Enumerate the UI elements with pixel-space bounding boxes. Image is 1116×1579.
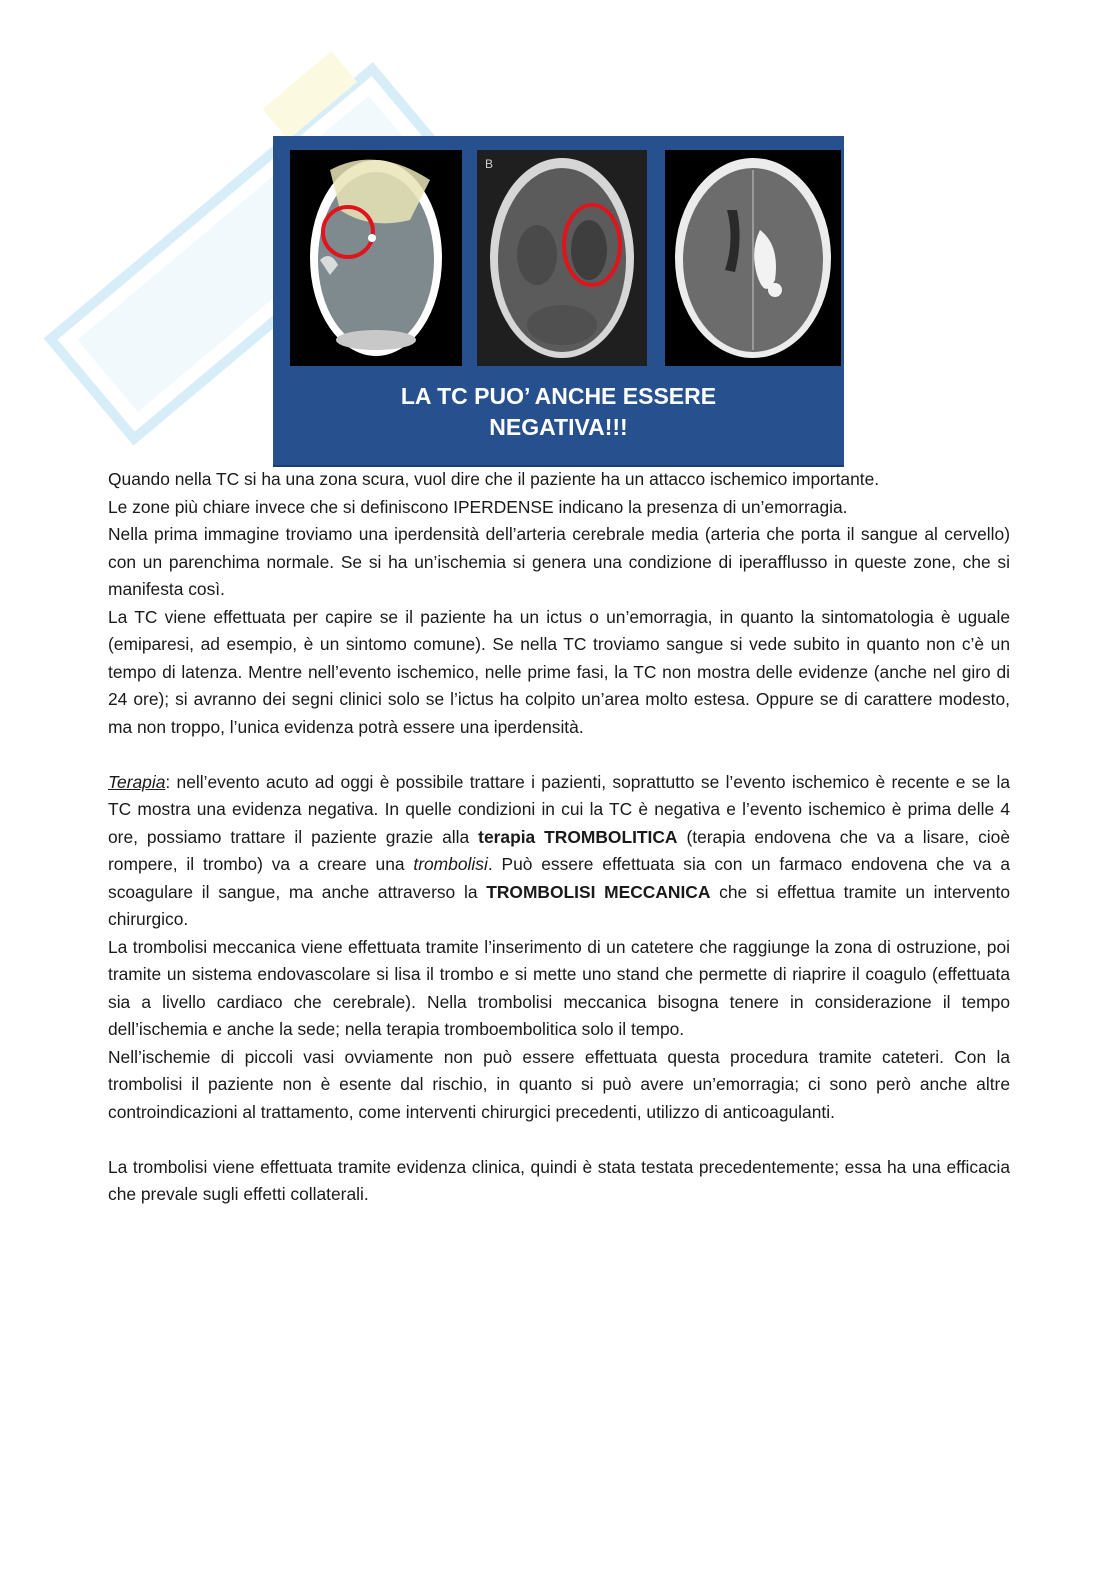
terapia-text-2: (terapia endovena che va a lisare, cioè rompere, il trombo) va a creare una (108, 826, 1010, 874)
trombolisi-meccanica: TROMBOLISI MECCANICA (486, 881, 711, 902)
paragraph-7: Nell’ischemie di piccoli vasi ovviamente non può essere effettuata questa procedura tramite cateteri. Con la trombolisi il paziente non è esente dal rischio, in quanto si può avere un’emorragia; ci sono però anche altre controindicazioni al trattamento, come interventi chirurgici precedenti, utilizzo di anticoagulanti. (108, 1046, 1010, 1122)
terapia-text-3: . Può essere effettuata sia con un farmaco endovena che va a scoagulare il sangue, ma anche attraverso la (108, 854, 1011, 902)
paragraph-6: La trombolisi meccanica viene effettuata tramite l’inserimento di un catetere che raggiunge la zona di ostruzione, poi tramite un sistema endovascolare si lisa il trombo e si mette uno stand che permette di riaprire il coagulo (effettuata sia a livello cardiaco che cerebrale). Nella trombolisi meccanica bisogna tenere in considerazione il tempo dell’ischemia e anche la sede; nella terapia tromboembolitica solo il tempo. (108, 936, 1010, 1039)
ct-scan-figure (273, 136, 844, 467)
ct-scan-3 (665, 150, 841, 366)
paragraph-4: La TC viene effettuata per capire se il paziente ha un ictus o un’emorragia, in quanto la sintomatologia è uguale (emiparesi, ad esempio, è un sintomo comune). Se nella TC troviamo sangue si vede subito in quanto non c’è un tempo di latenza. Mentre nell’evento ischemico, nelle prime fasi, la TC non mostra delle evidenze (anche nel giro di 24 ore); si avranno dei segni clinici solo se l’ictus ha colpito un’area molto estesa. Oppure se di carattere modesto, ma non troppo, l’unica evidenza potrà essere una iperdensità. (108, 606, 1010, 737)
paragraph-8: La trombolisi viene effettuata tramite evidenza clinica, quindi è stata testata precedentemente; essa ha una efficacia che prevale sugli effetti collaterali. (108, 1156, 1010, 1204)
trombolisi-italic: trombolisi (413, 854, 488, 874)
paragraph-terapia (108, 769, 1010, 934)
ct-scan-1 (290, 150, 462, 366)
document-body (108, 466, 1010, 1209)
paragraph-1: Quando nella TC si ha una zona scura, vuol dire che il paziente ha un attacco ischemico importante. (108, 469, 880, 489)
ct-scan-2 (477, 150, 647, 366)
terapia-trombolitica: terapia TROMBOLITICA (478, 826, 678, 847)
paragraph-2: Le zone più chiare invece che si definiscono IPERDENSE indicano la presenza di un’emorragia. (108, 496, 848, 517)
terapia-text-1: : nell’evento acuto ad oggi è possibile trattare i pazienti, soprattutto se l’evento ischemico è recente e se la TC mostra una evidenza negativa. In quelle condizioni in cui la TC è negativa e l’evento ischemico è prima delle 4 ore, possiamo trattare il paziente grazie alla (108, 771, 1010, 847)
caption-line-1: LA TC PUO’ ANCHE ESSERE (400, 383, 717, 409)
caption-line-2: NEGATIVA!!! (489, 414, 628, 440)
terapia-label: Terapia (108, 771, 166, 792)
scan-b-label: B (485, 157, 494, 171)
terapia-text-4: che si effettua tramite un intervento chirurgico. (108, 881, 1010, 929)
paragraph-3: Nella prima immagine troviamo una iperdensità dell’arteria cerebrale media (arteria che porta il sangue al cervello) con un parenchima normale. Se si ha un’ischemia si genera una condizione di iperafflusso in queste zone, che si manifesta così. (108, 524, 1010, 599)
figure-caption (273, 381, 844, 443)
